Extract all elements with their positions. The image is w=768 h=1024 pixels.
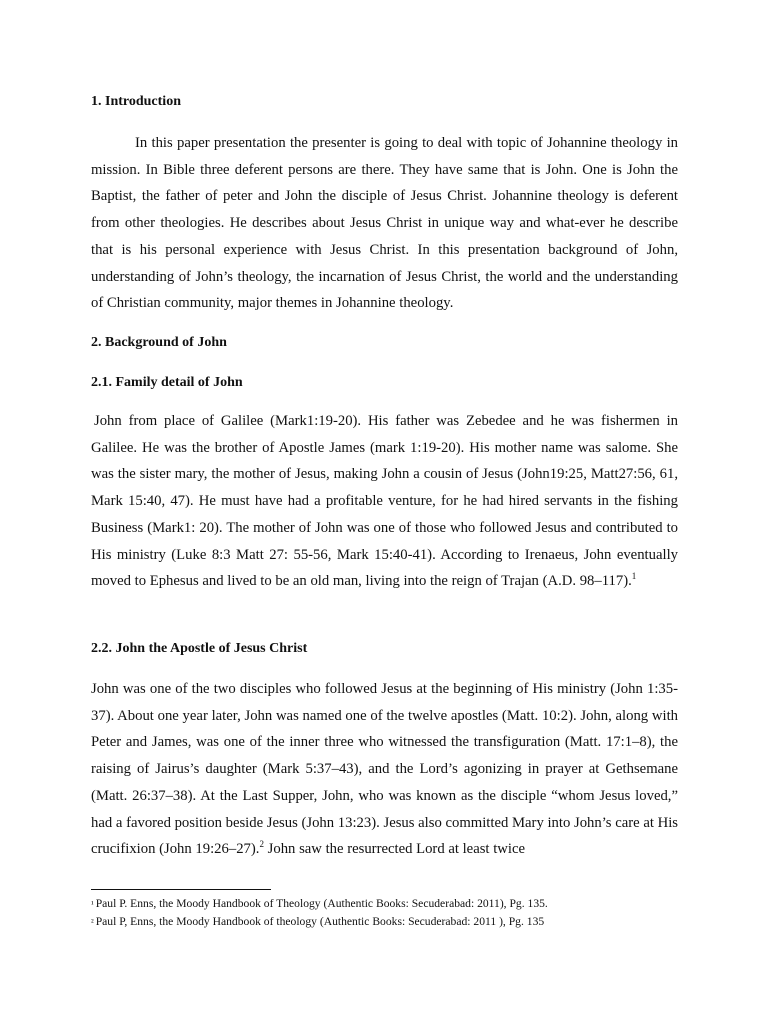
footnote-2-text: Paul P, Enns, the Moody Handbook of theology (Authentic Books: Secuderabad: 2011 ), Pg. 135: [95, 915, 545, 928]
footnote-2-marker: ²: [91, 917, 94, 927]
heading-introduction: 1. Introduction: [91, 94, 181, 109]
heading-background-of-john: 2. Background of John: [91, 335, 227, 350]
paragraph-introduction: In this paper presentation the presenter is going to deal with topic of Johannine theology in mission. In Bible three deferent persons are there. They have same that is John. One is John the Baptist, the father of peter and John the disciple of Jesus Christ. Johannine theology is deferent from other theologies. He describes about Jesus Christ in unique way and what-ever he describe that is his personal experience with Jesus Christ. In this presentation background of John, understanding of John’s theology, the incarnation of Jesus Christ, the world and the understanding of Christian community, major themes in Johannine theology.: [91, 135, 678, 312]
footnote-1-marker: ¹: [91, 899, 94, 909]
footnotes: [91, 895, 691, 931]
apostle-text-part2: John saw the resurrected Lord at least twice: [263, 841, 525, 858]
footnote-1-text: Paul P. Enns, the Moody Handbook of Theology (Authentic Books: Secuderabad: 2011), Pg. 135.: [95, 897, 548, 910]
footnote-2: [91, 913, 691, 931]
footnote-1: [91, 895, 691, 913]
paragraph-family-detail: [91, 408, 678, 595]
paragraph-john-the-apostle: [91, 676, 678, 863]
footnote-ref-1[interactable]: 1: [631, 571, 637, 582]
family-detail-text: John from place of Galilee (Mark1:19-20). His father was Zebedee and he was fishermen in Galilee. He was the brother of Apostle James (mark 1:19-20). His mother name was salome. She was the sister mary, the mother of Jesus, making John a cousin of Jesus (John19:25, Matt27:56, 61, Mark 15:40, 47). He must have had a profitable venture, for he had hired servants in the fishing Business (Mark1: 20). The mother of John was one of those who followed Jesus and contributed to His ministry (Luke 8:3 Matt 27: 55-56, Mark 15:40-41). According to Irenaeus, John eventually moved to Ephesus and lived to be an old man, living into the reign of Trajan (A.D. 98–117).: [91, 413, 678, 590]
heading-john-the-apostle: 2.2. John the Apostle of Jesus Christ: [91, 641, 308, 656]
footnote-separator: [91, 889, 271, 890]
footnote-ref-2[interactable]: 2: [259, 839, 264, 850]
apostle-text-part1: John was one of the two disciples who followed Jesus at the beginning of His ministry (John 1:35-37). About one year later, John was named one of the twelve apostles (Matt. 10:2). John, along with Peter and James, was one of the inner three who witnessed the transfiguration (Matt. 17:1–8), the raising of Jairus’s daughter (Mark 5:37–43), and the Lord’s agonizing in prayer at Gethsemane (Matt. 26:37–38). At the Last Supper, John, who was known as the disciple “whom Jesus loved,” had a favored position beside Jesus (John 13:23). Jesus also committed Mary into John’s care at His crucifixion (John 19:26–27).: [91, 681, 678, 858]
heading-family-detail: 2.1. Family detail of John: [91, 375, 243, 390]
